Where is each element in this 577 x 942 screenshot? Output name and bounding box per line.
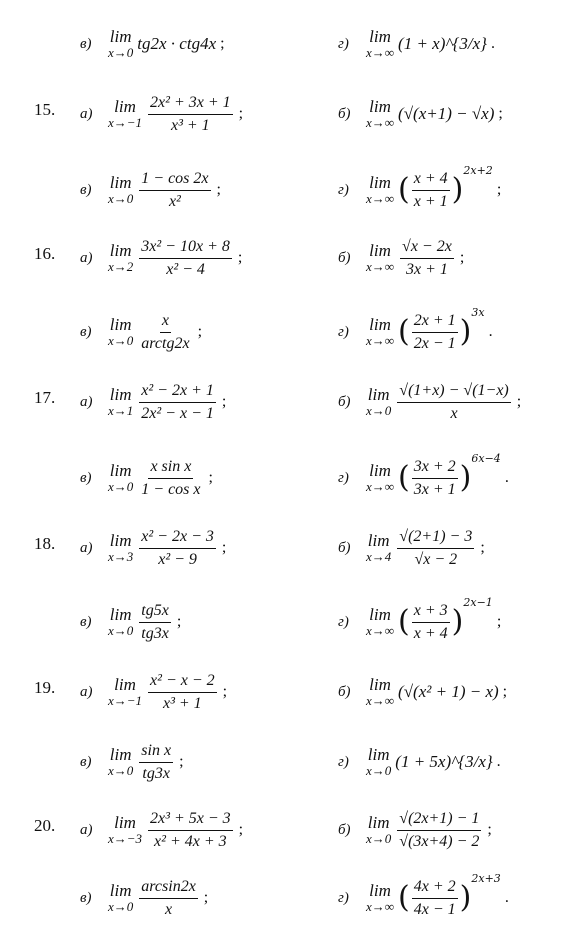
exercise-number: 17. bbox=[34, 388, 56, 407]
exercise-right bbox=[338, 306, 493, 358]
limit-operator bbox=[108, 814, 142, 846]
fraction bbox=[139, 238, 232, 279]
exponent: 3x bbox=[471, 306, 485, 319]
numerator: √(1+x) − √(1−x) bbox=[397, 382, 510, 403]
item-label: г) bbox=[338, 35, 349, 52]
fraction bbox=[139, 382, 216, 423]
item-label: в) bbox=[80, 181, 92, 198]
lim-approach: x→0 bbox=[108, 899, 134, 914]
fraction bbox=[139, 878, 198, 919]
punctuation: ; bbox=[221, 539, 227, 556]
right-paren: ) bbox=[459, 460, 472, 495]
numerator: x + 4 bbox=[412, 170, 450, 191]
exponent: 6x−4 bbox=[471, 452, 501, 465]
exercise-left bbox=[80, 736, 184, 788]
fraction bbox=[139, 742, 173, 783]
exercise-number: 15. bbox=[34, 100, 56, 119]
denominator: 2x − 1 bbox=[413, 334, 456, 352]
expression: tg2x · ctg4x bbox=[137, 34, 217, 53]
punctuation: ; bbox=[498, 105, 503, 122]
lim-approach: x→0 bbox=[108, 763, 134, 778]
denominator: x² + 4x + 3 bbox=[154, 832, 227, 850]
punctuation: ; bbox=[203, 889, 209, 906]
item-label: г) bbox=[338, 753, 349, 770]
lim-word: lim bbox=[109, 27, 132, 46]
exercise-left bbox=[80, 596, 181, 648]
fraction bbox=[148, 810, 233, 851]
denominator: √x − 2 bbox=[414, 550, 458, 568]
exercise-row bbox=[0, 732, 577, 792]
denominator: 3x + 1 bbox=[405, 260, 448, 278]
numerator: 3x² − 10x + 8 bbox=[139, 238, 232, 259]
right-paren: ) bbox=[451, 172, 464, 207]
limit-operator bbox=[366, 28, 394, 60]
denominator: x² − 9 bbox=[158, 550, 197, 568]
numerator: x² − 2x + 1 bbox=[139, 382, 216, 403]
lim-approach: x→0 bbox=[108, 191, 134, 206]
fraction bbox=[412, 878, 458, 919]
exercise-right bbox=[338, 164, 501, 216]
limit-operator bbox=[366, 386, 391, 418]
item-label: б) bbox=[338, 105, 351, 122]
exercise-number: 18. bbox=[34, 534, 56, 553]
fraction bbox=[139, 458, 202, 499]
denominator: √(3x+4) − 2 bbox=[399, 832, 480, 850]
expression: (1 + 5x)^{3/x} bbox=[395, 752, 493, 771]
denominator: 1 − cos x bbox=[141, 480, 201, 498]
fraction bbox=[139, 602, 171, 643]
limit-operator bbox=[366, 746, 391, 778]
item-label: в) bbox=[80, 753, 92, 770]
right-paren: ) bbox=[459, 880, 472, 915]
fraction bbox=[412, 170, 450, 211]
lim-word: lim bbox=[114, 97, 136, 116]
numerator: x sin x bbox=[148, 458, 193, 479]
exercise-row bbox=[0, 84, 577, 144]
lim-word: lim bbox=[114, 675, 136, 694]
limit-operator bbox=[366, 462, 394, 494]
limit-operator bbox=[108, 746, 133, 778]
denominator: x² bbox=[168, 192, 181, 210]
exercise-right bbox=[338, 736, 501, 788]
exercise-row bbox=[0, 372, 577, 432]
lim-approach: x→1 bbox=[108, 403, 134, 418]
right-paren: ) bbox=[459, 314, 472, 349]
exercise-number: 16. bbox=[34, 244, 56, 263]
lim-word: lim bbox=[109, 461, 132, 480]
limit-operator bbox=[366, 676, 394, 708]
punctuation: ; bbox=[176, 613, 182, 630]
numerator: 2x + 1 bbox=[412, 312, 458, 333]
item-label: б) bbox=[338, 249, 351, 266]
denominator: x² − 4 bbox=[166, 260, 205, 278]
limit-operator bbox=[108, 882, 133, 914]
punctuation: ; bbox=[238, 105, 244, 122]
exercise-right bbox=[338, 376, 521, 428]
fraction bbox=[397, 382, 510, 423]
limit-operator bbox=[108, 606, 133, 638]
lim-approach: x→0 bbox=[366, 763, 392, 778]
denominator: tg3x bbox=[141, 624, 169, 642]
fraction bbox=[412, 602, 450, 643]
exercise-row bbox=[0, 868, 577, 928]
exercise-row bbox=[0, 160, 577, 220]
exercise-right bbox=[338, 666, 507, 718]
lim-word: lim bbox=[369, 27, 391, 46]
lim-word: lim bbox=[367, 745, 390, 764]
lim-word: lim bbox=[367, 531, 390, 550]
limit-operator bbox=[366, 606, 394, 638]
denominator: 3x + 1 bbox=[413, 480, 456, 498]
exercise-left bbox=[80, 522, 226, 574]
lim-approach: x→∞ bbox=[366, 45, 395, 60]
punctuation: ; bbox=[459, 249, 465, 266]
lim-word: lim bbox=[367, 813, 390, 832]
fraction bbox=[397, 810, 481, 851]
item-label: а) bbox=[80, 105, 93, 122]
punctuation: ; bbox=[238, 821, 244, 838]
lim-approach: x→0 bbox=[108, 623, 134, 638]
denominator: x + 1 bbox=[413, 192, 448, 210]
lim-approach: x→−1 bbox=[108, 115, 143, 130]
exercise-right bbox=[338, 452, 509, 504]
numerator: √x − 2x bbox=[400, 238, 454, 259]
limit-operator bbox=[108, 98, 142, 130]
punctuation: ; bbox=[216, 181, 221, 198]
numerator: x² − 2x − 3 bbox=[139, 528, 216, 549]
punctuation: ; bbox=[496, 181, 502, 198]
limit-operator bbox=[366, 316, 394, 348]
punctuation: . bbox=[496, 753, 501, 770]
exercise-right bbox=[338, 18, 495, 70]
lim-approach: x→0 bbox=[366, 831, 392, 846]
fraction bbox=[139, 170, 210, 211]
lim-word: lim bbox=[109, 605, 132, 624]
punctuation: ; bbox=[516, 393, 522, 410]
numerator: √(2+1) − 3 bbox=[397, 528, 474, 549]
limit-operator bbox=[366, 98, 394, 130]
lim-word: lim bbox=[109, 241, 132, 260]
lim-word: lim bbox=[114, 813, 136, 832]
lim-word: lim bbox=[109, 315, 132, 334]
left-paren: ( bbox=[398, 880, 410, 915]
left-paren: ( bbox=[398, 172, 410, 207]
exercise-right bbox=[338, 88, 503, 140]
right-paren: ) bbox=[451, 604, 464, 639]
limit-operator bbox=[366, 882, 394, 914]
numerator: 3x + 2 bbox=[412, 458, 458, 479]
lim-approach: x→0 bbox=[366, 403, 392, 418]
limit-operator bbox=[108, 386, 133, 418]
exercise-right bbox=[338, 596, 501, 648]
fraction bbox=[412, 458, 458, 499]
exercise-row bbox=[0, 592, 577, 652]
punctuation: . bbox=[504, 469, 509, 486]
limit-operator bbox=[366, 174, 394, 206]
numerator: 2x³ + 5x − 3 bbox=[148, 810, 233, 831]
fraction bbox=[412, 312, 458, 353]
denominator: x bbox=[164, 900, 173, 918]
lim-approach: x→∞ bbox=[366, 259, 395, 274]
punctuation: ; bbox=[237, 249, 243, 266]
exercise-left bbox=[80, 666, 227, 718]
punctuation: ; bbox=[222, 683, 228, 700]
numerator: 1 − cos 2x bbox=[139, 170, 210, 191]
exercise-row bbox=[0, 800, 577, 860]
item-label: в) bbox=[80, 469, 92, 486]
exercise-number: 19. bbox=[34, 678, 56, 697]
fraction bbox=[139, 312, 191, 353]
exercise-right bbox=[338, 232, 464, 284]
denominator: arctg2x bbox=[141, 334, 190, 352]
numerator: x² − x − 2 bbox=[148, 672, 217, 693]
lim-approach: x→∞ bbox=[366, 623, 395, 638]
exercise-left bbox=[80, 804, 243, 856]
limit-operator bbox=[108, 242, 133, 274]
item-label: г) bbox=[338, 469, 349, 486]
item-label: в) bbox=[80, 35, 92, 52]
punctuation: ; bbox=[502, 683, 508, 700]
exercise-row bbox=[0, 228, 577, 288]
lim-approach: x→∞ bbox=[366, 899, 395, 914]
lim-approach: x→∞ bbox=[366, 333, 395, 348]
numerator: x bbox=[160, 312, 171, 333]
limit-operator bbox=[366, 532, 391, 564]
lim-word: lim bbox=[369, 241, 391, 260]
punctuation: ; bbox=[220, 35, 225, 52]
exercise-left bbox=[80, 452, 213, 504]
item-label: а) bbox=[80, 683, 93, 700]
exercise-number: 20. bbox=[34, 816, 56, 835]
item-label: а) bbox=[80, 249, 93, 266]
exponent: 2x+2 bbox=[463, 164, 493, 177]
fraction bbox=[400, 238, 454, 279]
lim-approach: x→∞ bbox=[366, 191, 395, 206]
exercise-left bbox=[80, 18, 225, 70]
punctuation: ; bbox=[221, 393, 227, 410]
item-label: г) bbox=[338, 889, 349, 906]
punctuation: . bbox=[504, 889, 509, 906]
lim-word: lim bbox=[369, 881, 391, 900]
item-label: б) bbox=[338, 539, 351, 556]
item-label: в) bbox=[80, 889, 92, 906]
lim-approach: x→−1 bbox=[108, 693, 143, 708]
punctuation: ; bbox=[487, 821, 492, 838]
limit-operator bbox=[366, 242, 394, 274]
lim-word: lim bbox=[369, 461, 391, 480]
left-paren: ( bbox=[398, 314, 410, 349]
exercise-left bbox=[80, 164, 221, 216]
expression: (√(x² + 1) − x) bbox=[398, 682, 499, 701]
punctuation: . bbox=[490, 35, 495, 52]
expression: (1 + x)^{3/x} bbox=[398, 34, 487, 53]
exercise-left bbox=[80, 88, 243, 140]
expression: (√(x+1) − √x) bbox=[398, 104, 495, 123]
limit-operator bbox=[108, 28, 133, 60]
lim-word: lim bbox=[109, 531, 132, 550]
denominator: x³ + 1 bbox=[170, 116, 210, 134]
limit-operator bbox=[366, 814, 391, 846]
lim-approach: x→∞ bbox=[366, 693, 395, 708]
lim-approach: x→0 bbox=[108, 45, 134, 60]
lim-approach: x→4 bbox=[366, 549, 392, 564]
lim-word: lim bbox=[109, 881, 132, 900]
lim-approach: x→0 bbox=[108, 333, 134, 348]
exponent: 2x+3 bbox=[471, 872, 501, 885]
punctuation: ; bbox=[208, 469, 213, 486]
denominator: x bbox=[450, 404, 458, 422]
fraction bbox=[397, 528, 474, 569]
exercise-row bbox=[0, 302, 577, 362]
item-label: а) bbox=[80, 393, 93, 410]
numerator: 4x + 2 bbox=[412, 878, 458, 899]
denominator: tg3x bbox=[142, 764, 170, 782]
item-label: б) bbox=[338, 821, 351, 838]
punctuation: ; bbox=[197, 323, 203, 340]
item-label: а) bbox=[80, 539, 93, 556]
exercise-left bbox=[80, 872, 208, 924]
lim-word: lim bbox=[109, 173, 132, 192]
exercise-row bbox=[0, 14, 577, 74]
lim-approach: x→−3 bbox=[108, 831, 143, 846]
lim-word: lim bbox=[369, 675, 391, 694]
limit-operator bbox=[108, 316, 133, 348]
denominator: 2x² − x − 1 bbox=[141, 404, 214, 422]
limit-operator bbox=[108, 676, 142, 708]
lim-word: lim bbox=[367, 385, 390, 404]
exercise-left bbox=[80, 306, 202, 358]
left-paren: ( bbox=[398, 460, 410, 495]
limit-operator bbox=[108, 174, 133, 206]
item-label: а) bbox=[80, 821, 93, 838]
lim-word: lim bbox=[369, 605, 391, 624]
numerator: 2x² + 3x + 1 bbox=[148, 94, 233, 115]
lim-word: lim bbox=[369, 173, 391, 192]
exercise-right bbox=[338, 804, 492, 856]
fraction bbox=[139, 528, 216, 569]
exercise-left bbox=[80, 376, 226, 428]
numerator: √(2x+1) − 1 bbox=[397, 810, 481, 831]
exercise-right bbox=[338, 872, 509, 924]
exercise-row bbox=[0, 448, 577, 508]
lim-word: lim bbox=[369, 97, 391, 116]
lim-word: lim bbox=[109, 745, 132, 764]
left-paren: ( bbox=[398, 604, 410, 639]
lim-approach: x→2 bbox=[108, 259, 134, 274]
item-label: б) bbox=[338, 683, 351, 700]
item-label: г) bbox=[338, 181, 349, 198]
punctuation: ; bbox=[179, 753, 184, 770]
punctuation: ; bbox=[480, 539, 485, 556]
lim-word: lim bbox=[109, 385, 132, 404]
lim-word: lim bbox=[369, 315, 391, 334]
item-label: г) bbox=[338, 323, 349, 340]
lim-approach: x→0 bbox=[108, 479, 134, 494]
denominator: 4x − 1 bbox=[413, 900, 456, 918]
exercise-row bbox=[0, 518, 577, 578]
item-label: в) bbox=[80, 323, 92, 340]
fraction bbox=[148, 94, 233, 135]
punctuation: . bbox=[488, 323, 493, 340]
punctuation: ; bbox=[496, 613, 502, 630]
exercise-right bbox=[338, 522, 485, 574]
denominator: x + 4 bbox=[413, 624, 448, 642]
fraction bbox=[148, 672, 217, 713]
exercise-left bbox=[80, 232, 242, 284]
lim-approach: x→∞ bbox=[366, 115, 395, 130]
limit-operator bbox=[108, 462, 133, 494]
item-label: б) bbox=[338, 393, 351, 410]
exponent: 2x−1 bbox=[463, 596, 493, 609]
exercise-row bbox=[0, 662, 577, 722]
numerator: sin x bbox=[139, 742, 173, 763]
lim-approach: x→∞ bbox=[366, 479, 395, 494]
numerator: tg5x bbox=[139, 602, 171, 623]
limit-operator bbox=[108, 532, 133, 564]
numerator: x + 3 bbox=[412, 602, 450, 623]
lim-approach: x→3 bbox=[108, 549, 134, 564]
denominator: x³ + 1 bbox=[162, 694, 202, 712]
numerator: arcsin2x bbox=[139, 878, 198, 899]
item-label: в) bbox=[80, 613, 92, 630]
item-label: г) bbox=[338, 613, 349, 630]
